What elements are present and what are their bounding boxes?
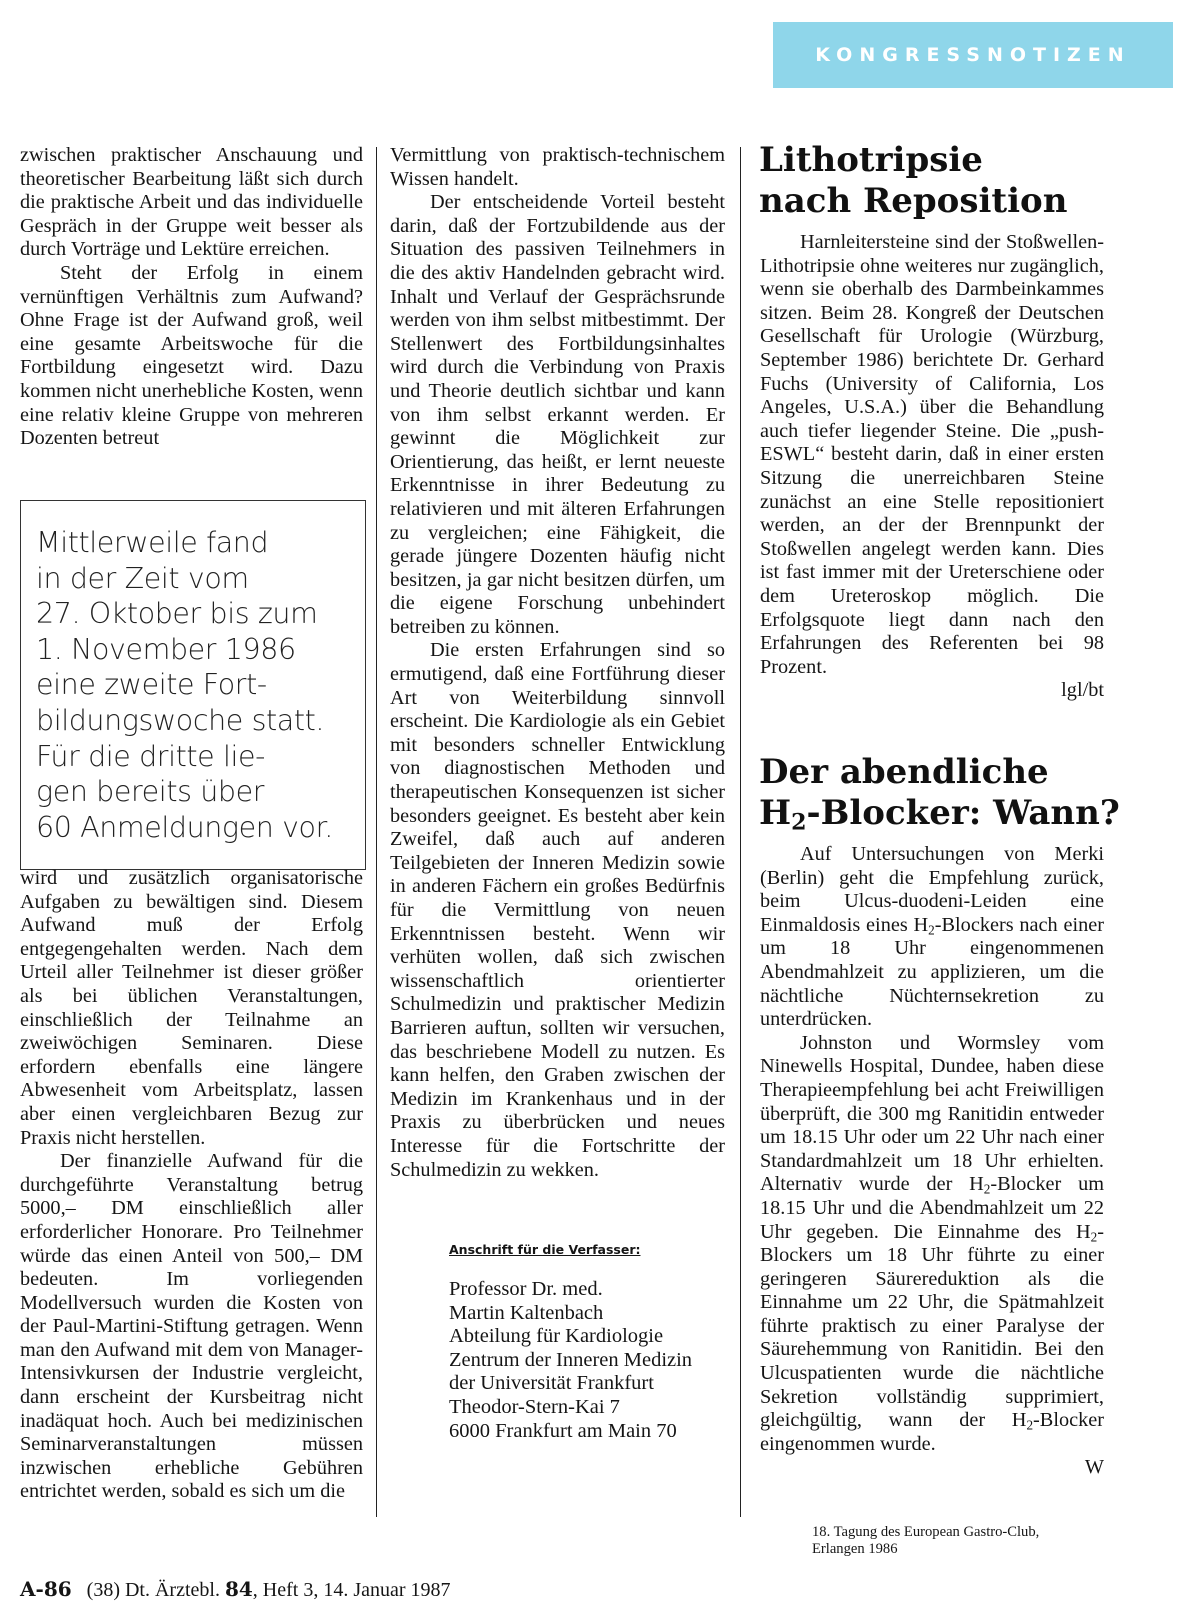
pull-quote-box: [20, 500, 366, 870]
page-number: A-86: [20, 1577, 72, 1601]
headline-subscript: 2: [791, 809, 807, 836]
text-run: -Blocker um 18.15 Uhr und die Abendmahlzeit um 22 Uhr gegeben. Die Einnahme des H: [760, 1173, 1104, 1243]
signature: W: [1084, 1456, 1104, 1479]
paragraph: Harnleitersteine sind der Stoßwellen-Lithotripsie ohne weiteres nur zugänglich, wenn sie oberhalb des Darmbeinkammes sitzen. Beim 28. Kongreß der Deutschen Gesellschaft für Urologie (Würzburg, September 1986) berichtete Dr. Gerhard Fuchs (University of California, Los Angeles, U.S.A.) über die Behandlung auch tiefer liegender Steine. Die „push-ESWL“ besteht darin, daß in einer ersten Sitzung die unerreichbaren Steine zunächst an eine Stelle repositioniert werden, an der der Brennpunkt der Stoßwellen angelegt werden kann. Dies ist fast immer mit der Ureterschiene oder dem Ureteroskop möglich. Die Erfolgsquote liegt dann nach den Erfahrungen des Referenten bei 98 Prozent.: [760, 231, 1104, 678]
text-run: Auf Untersuchungen von Merki (Berlin) geht die Empfehlung zurück, beim Ulcus-duodeni-Leiden eine Einmaldosis eines H: [760, 843, 1104, 936]
column-rule-1: [376, 147, 377, 1517]
text-run: -Blocker eingenommen wurde.: [760, 1409, 1104, 1455]
quote-line: 60 Anmeldungen vor.: [36, 810, 333, 844]
subscript: 2: [928, 922, 935, 938]
paragraph: zwischen praktischer Anschauung und theoretischer Bearbeitung läßt sich durch die praktische Arbeit und das individuelle Gespräch in der Gruppe weit besser als durch Vorträge und Lektüre erreichen.: [20, 144, 363, 261]
column-rule-2: [740, 147, 741, 1517]
text-run: Johnston und Wormsley vom Ninewells Hospital, Dundee, haben diese Therapieempfehlung bei acht Freiwilligen überprüft, die 300 mg Ranitidin entweder um 18.15 Uhr oder um 22 Uhr nach einer Standardmahlzeit um 18 Uhr erhielten. Alternativ wurde der H: [760, 1031, 1104, 1196]
address-line: der Universität Frankfurt: [449, 1372, 654, 1395]
column-1-bottom: [20, 867, 363, 1504]
signature-row: [760, 679, 1104, 703]
headline-rest: -Blocker: Wann?: [806, 793, 1120, 833]
address-line: Zentrum der Inneren Medizin: [449, 1348, 693, 1371]
headline-line: Der abendliche: [759, 752, 1049, 792]
quote-line: Für die dritte lie-: [36, 739, 266, 773]
subscript: 2: [1026, 1417, 1034, 1433]
paragraph: Steht der Erfolg in einem vernünftigen Verhältnis zum Aufwand? Ohne Frage ist der Aufwand groß, weil eine gesamte Arbeitswoche für die Fortbildung eingesetzt wird. Dazu kommen nicht unerhebliche Kosten, wenn eine relativ kleine Gruppe von mehreren Dozenten betreut: [20, 261, 363, 450]
address-line: Martin Kaltenbach: [449, 1301, 604, 1324]
column-1-top: [20, 144, 363, 451]
paragraph: Der entscheidende Vorteil besteht darin, daß der Fortzubildende aus der Situation des passiven Teilnehmers in die des aktiv Handelnden gebracht wird. Inhalt und Verlauf der Gesprächsrunde werden von ihm selbst mitbestimmt. Der Stellenwert des Fortbildungsinhaltes wird durch die Verbindung von Praxis und Theorie deutlich sichtbar und kann von ihm selbst erkannt werden. Er gewinnt die Möglichkeit zur Orientierung, das heißt, er lernt neueste Erkenntnisse in ihrer Bedeutung zu relativieren und mit älteren Erfahrungen zu vergleichen; eine Fähigkeit, die gerade jüngere Dozenten häufig nicht besitzen, ja gar nicht besitzen dürfen, um die eigene Forschung unbehindert betreiben zu können.: [390, 191, 725, 638]
paragraph: Der finanzielle Aufwand für die durchgeführte Veranstaltung betrug 5000,– DM einschließlich aller erforderlicher Honorare. Pro Teilnehmer würde das einen Anteil von 500,– DM bedeuten. Im vorliegenden Modellversuch wurden die Kosten von der Paul-Martini-Stiftung getragen. Wenn man den Aufwand mit dem von Manager-Intensivkursen der Industrie vergleicht, dann erscheint der Kursbeitrag nicht inadäquat hoch. Auch bei medizinischen Seminarveranstaltungen müssen inzwischen erhebliche Gebühren entrichtet werden, sobald es sich um die: [20, 1150, 363, 1503]
journal-volume: 84: [224, 1577, 253, 1601]
paragraph: [760, 843, 1104, 1032]
headline-h: H: [759, 793, 792, 833]
subscript: 2: [1090, 1228, 1098, 1244]
text-run: -Blockers um 18 Uhr führte zu einer geringeren Säurereduktion als die Einnahme um 22 Uhr, die Spätmahlzeit führte praktisch zu einer Paralyse der Säurehemmung von Ranitidin. Bei den Ulcuspatienten wurde die nächtliche Sekretion vollständig supprimiert, gleichgültig, wann der H: [760, 1220, 1104, 1432]
paragraph: wird und zusätzlich organisatorische Aufgaben zu bewältigen sind. Diesem Aufwand muß der Erfolg entgegengehalten werden. Nach dem Urteil aller Teilnehmer ist dieser größer als bei üblichen Veranstaltungen, einschließlich der Teilnahme an zweiwöchigen Seminaren. Diese erfordern ebenfalls eine längere Abwesenheit vom Arbeitsplatz, lassen aber einen vergleichbaren Bezug zur Praxis nicht herstellen.: [20, 867, 363, 1149]
text-run: -Blockers nach einer um 18 Uhr eingenommenen Abendmahlzeit zu applizieren, um die nächtliche Nüchternsekretion zu unterdrücken.: [760, 913, 1104, 1031]
page-footer: [20, 1577, 451, 1602]
quote-line: Mittlerweile fand: [36, 526, 269, 559]
journal-name: (38) Dt. Ärztebl.: [86, 1579, 220, 1601]
paragraph: Die ersten Erfahrungen sind so ermutigend, daß eine Fortführung dieser Art von Weiterbildung sinnvoll erscheint. Die Kardiologie als ein Gebiet mit besonders schneller Entwicklung von diagnostischen Methoden und therapeutischen Konsequenzen ist sicher besonders geeignet. Es besteht aber kein Zweifel, daß auch auf anderen Teilgebieten der Inneren Medizin sowie in anderen Fächern ein großes Bedürfnis für die Vermittlung von neuen Erkenntnissen besteht. Wenn wir verhüten wollen, daß sich zwischen wissenschaftlich orientierter Schulmedizin und praktischer Medizin Barrieren auftun, sollten wir versuchen, das beschriebene Modell zu nutzen. Es kann helfen, den Graben zwischen der Medizin im Krankenhaus und in der Praxis zu überbrücken und neues Interesse für die Fortschritte der Schulmedizin zu wekken.: [390, 639, 725, 1181]
subscript: 2: [983, 1181, 991, 1197]
address-line: Professor Dr. med.: [449, 1278, 603, 1300]
headline-line: [759, 793, 1169, 834]
paragraph: [760, 1032, 1104, 1457]
quote-line: 27. Oktober bis zum: [36, 597, 318, 631]
issue-date: , Heft 3, 14. Januar 1987: [252, 1579, 451, 1601]
section-label: KONGRESSNOTIZEN: [815, 44, 1131, 66]
quote-line: gen bereits über: [36, 775, 265, 809]
article-1-body: [760, 231, 1104, 703]
headline-line: nach Reposition: [759, 181, 1068, 221]
address-line: Theodor-Stern-Kai 7: [449, 1395, 620, 1418]
source-line: Erlangen 1986: [812, 1541, 898, 1557]
signature: lgl/bt: [1061, 679, 1104, 702]
author-address: [449, 1278, 692, 1443]
quote-line: in der Zeit vom: [36, 561, 249, 595]
paragraph: Vermittlung von praktisch-technischem Wissen handelt.: [390, 144, 725, 190]
article-1-headline: [759, 140, 1159, 222]
source-note: [812, 1524, 1039, 1558]
section-banner: [773, 22, 1173, 88]
column-2: [390, 144, 725, 1182]
address-line: Abteilung für Kardiologie: [449, 1325, 664, 1348]
signature-row: [760, 1456, 1104, 1480]
quote-line: 1. November 1986: [36, 632, 296, 666]
article-2-headline: [759, 752, 1169, 834]
address-heading: Anschrift für die Verfasser:: [449, 1242, 641, 1257]
source-line: 18. Tagung des European Gastro-Club,: [812, 1524, 1040, 1540]
quote-line: eine zweite Fort-: [36, 668, 267, 702]
address-line: 6000 Frankfurt am Main 70: [449, 1419, 677, 1442]
quote-line: bildungswoche statt.: [36, 703, 325, 737]
article-2-body: [760, 843, 1104, 1480]
headline-line: Lithotripsie: [759, 140, 983, 180]
